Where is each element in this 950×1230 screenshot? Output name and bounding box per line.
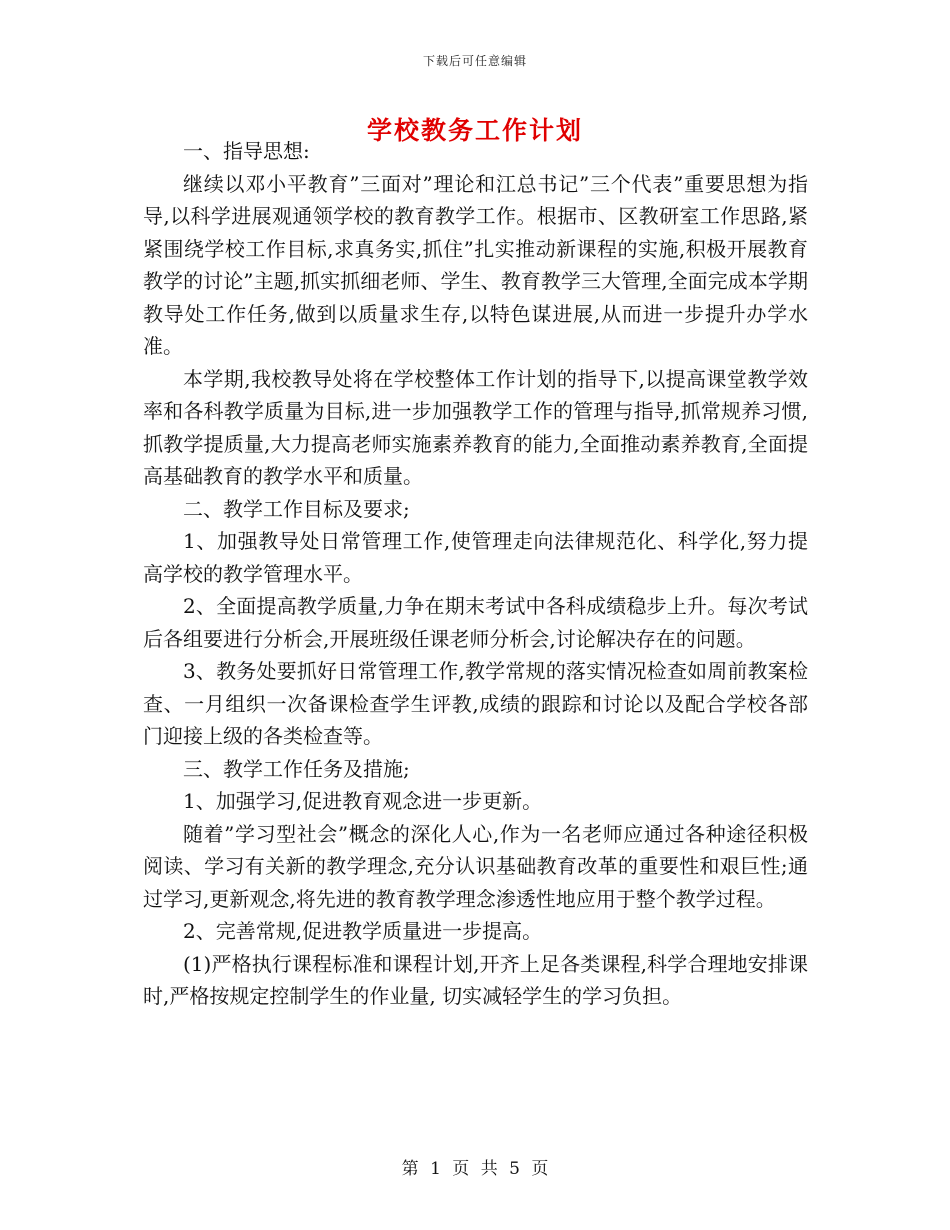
document-body xyxy=(143,135,808,1013)
footer-label-ye: 页 xyxy=(531,1159,549,1179)
footer-total-pages: 5 xyxy=(509,1159,520,1179)
sub-list-item: (1)严格执行课程标准和课程计划,开齐上足各类课程,科学合理地安排课时,严格按规定控制学生的作业量, 切实减轻学生的学习负担。 xyxy=(143,951,808,1008)
list-item: 3、教务处要抓好日常管理工作,教学常规的落实情况检查如周前教案检查、一月组织一次备课检查学生评教,成绩的跟踪和讨论以及配合学校各部门迎接上级的各类检查等。 xyxy=(143,659,808,748)
body-paragraph: 本学期,我校教导处将在学校整体工作计划的指导下,以提高课堂教学效率和各科教学质量为目标,进一步加强教学工作的管理与指导,抓常规养习惯,抓教学提质量,大力提高老师实施素养教育的能力,全面推动素养教育,全面提高基础教育的教学水平和质量。 xyxy=(143,366,808,488)
footer-current-page: 1 xyxy=(430,1159,441,1179)
list-item: 2、全面提高教学质量,力争在期末考试中各科成绩稳步上升。每次考试后各组要进行分析会,开展班级任课老师分析会,讨论解决存在的问题。 xyxy=(143,594,808,651)
list-item: 1、加强学习,促进教育观念进一步更新。 xyxy=(183,789,543,813)
footer-label-ye: 页 xyxy=(452,1159,470,1179)
section-heading-tasks: 三、教学工作任务及措施; xyxy=(183,756,410,781)
list-item: 1、加强教导处日常管理工作,使管理走向法律规范化、科学化,努力提高学校的教学管理水平。 xyxy=(143,529,808,586)
page-number-footer xyxy=(0,1154,950,1179)
document-title: 学校教务工作计划 xyxy=(366,116,583,145)
header-note: 下载后可任意编辑 xyxy=(422,54,527,68)
body-paragraph: 继续以邓小平教育”三面对”理论和江总书记”三个代表”重要思想为指导,以科学进展观通领学校的教育教学工作。根据市、区教研室工作思路,紧紧围绕学校工作目标,求真务实,抓住”扎实推动新课程的实施,积极开展教育教学的讨论”主题,抓实抓细老师、学生、教育教学三大管理,全面完成本学期教导处工作任务,做到以质量求生存,以特色谋进展,从而进一步提升办学水准。 xyxy=(143,171,808,358)
section-heading-goals: 二、教学工作目标及要求; xyxy=(183,496,410,521)
footer-label-total: 共 xyxy=(480,1159,498,1179)
body-paragraph: 随着”学习型社会”概念的深化人心,作为一名老师应通过各种途径积极阅读、学习有关新的教学理念,充分认识基础教育改革的重要性和艰巨性;通过学习,更新观念,将先进的教育教学理念渗透性地应用于整个教学过程。 xyxy=(143,821,808,911)
footer-label-page: 第 xyxy=(401,1159,419,1179)
list-item: 2、完善常规,促进教学质量进一步提高。 xyxy=(183,919,543,943)
section-heading-guiding-ideology: 一、指导思想: xyxy=(183,139,310,163)
